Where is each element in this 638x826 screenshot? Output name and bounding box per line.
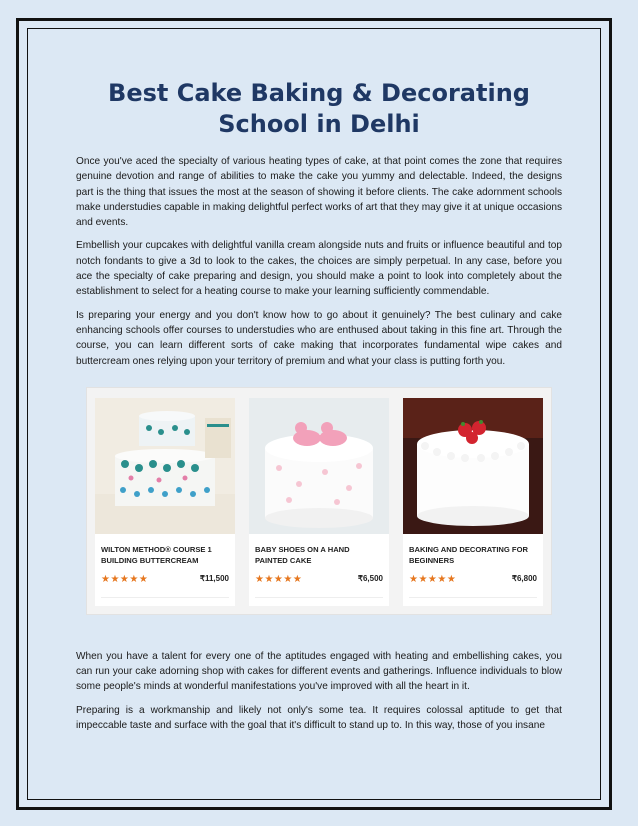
rating-stars: ★★★★★ (255, 573, 303, 585)
course-card (95, 398, 235, 606)
document-title: Best Cake Baking & Decorating School in Delhi (108, 79, 530, 138)
course-title: BABY SHOES ON A HAND PAINTED CAKE (255, 544, 350, 565)
paragraph: Once you've aced the specialty of various heating types of cake, at that point comes the zone that requires genuine devotion and range of abilities to make the cake you yummy and delectable. Indeed, the designs part is the thing that issues the most at the season of showing it before clients. The cake adornment schools make understudies capable in making delightful perfect works of art that they may give it at unique occasions and events. (76, 156, 562, 229)
paragraph: Embellish your cupcakes with delightful vanilla cream alongside nuts and fruits or influence beautiful and top notch fondants to give a 3d to look to the cakes, the choices are simply perpetual. In any case, before you ace the specialty of cake preparing and design, you should make a point to look into completely about the establishment to select for a heating course to make your learning sufficiently commendable. (76, 240, 562, 298)
tiered-cake-image (95, 398, 235, 534)
strawberry-cake-image (403, 398, 543, 534)
course-card (403, 398, 543, 606)
paragraph: Preparing is a workmanship and likely not only's some tea. It requires colossal aptitude to get that impeccable taste and surface with the goal that it's difficult to stand up to. In this way, those of you insane (76, 704, 562, 732)
course-price: ₹6,500 (357, 573, 383, 583)
paragraph: Is preparing your energy and you don't know how to go about it genuinely? The best culinary and cake enhancing schools offer courses to understudies who are enthused about taking in this fine art. Through the course, you can learn different sorts of cake making that incorporates fundamental wipe cakes and buttercream ones relying upon your territory of premium and what your class is putting forth you. (76, 309, 562, 367)
document-body (76, 78, 562, 741)
course-gallery-image (86, 387, 552, 615)
baby-shoes-cake-image (249, 398, 389, 534)
course-card (249, 398, 389, 606)
course-title: BAKING AND DECORATING FOR BEGINNERS (409, 544, 528, 565)
rating-stars: ★★★★★ (101, 573, 149, 585)
paragraph: When you have a talent for every one of the aptitudes engaged with heating and embellishing cakes, you can run your cake adorning shop with cakes for different events and gatherings. Influence individuals to blow some people's minds at wonderful manifestations you've improved with all the heart in it. (76, 650, 562, 693)
rating-stars: ★★★★★ (409, 573, 457, 585)
course-title: WILTON METHOD® COURSE 1 BUILDING BUTTERCREAM (101, 544, 212, 565)
course-price: ₹6,800 (511, 573, 537, 583)
course-price: ₹11,500 (199, 573, 229, 583)
